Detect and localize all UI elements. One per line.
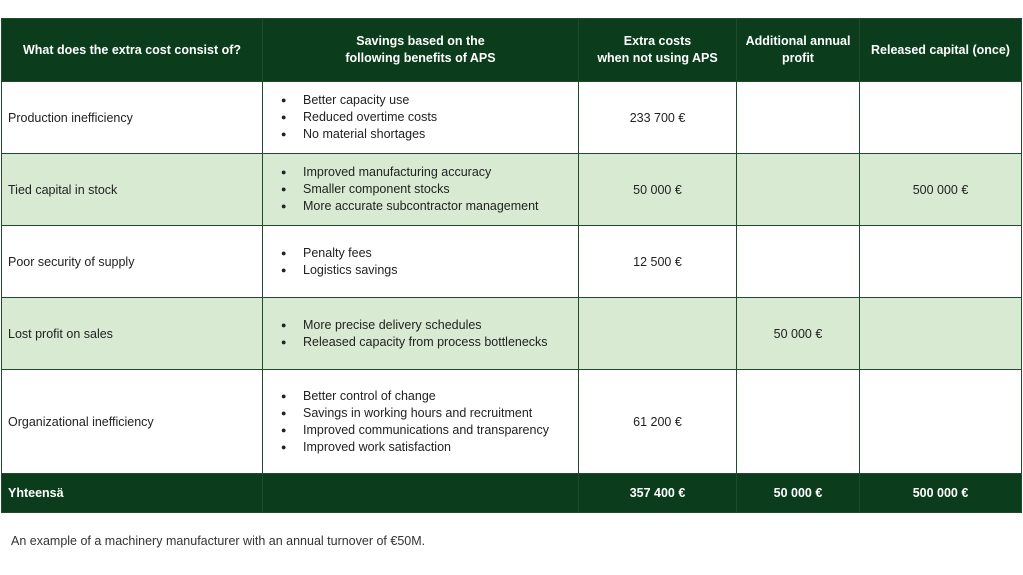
row-additional-profit (737, 370, 860, 474)
row-extra-costs: 12 500 € (579, 226, 737, 298)
benefit-list (269, 92, 572, 143)
row-benefits (263, 370, 579, 474)
header-additional-profit: Additional annual profit (737, 19, 860, 82)
benefit-item: ● Penalty fees (281, 245, 572, 262)
benefit-item: ● More precise delivery schedules (281, 317, 572, 334)
benefit-item: ● Reduced overtime costs (281, 109, 572, 126)
benefit-item: ● Better control of change (281, 388, 572, 405)
cost-table (1, 18, 1022, 513)
row-category: Production inefficiency (2, 82, 263, 154)
total-released-capital: 500 000 € (860, 474, 1022, 513)
table-caption: An example of a machinery manufacturer with an annual turnover of €50M. (11, 534, 426, 548)
row-extra-costs: 61 200 € (579, 370, 737, 474)
header-row (2, 19, 1022, 82)
row-benefits (263, 154, 579, 226)
row-additional-profit (737, 82, 860, 154)
benefit-item: ● Released capacity from process bottlenecks (281, 334, 572, 351)
row-benefits (263, 82, 579, 154)
row-benefits (263, 226, 579, 298)
benefit-item: ● Improved manufacturing accuracy (281, 164, 572, 181)
row-released-capital (860, 370, 1022, 474)
total-additional-profit: 50 000 € (737, 474, 860, 513)
row-additional-profit (737, 226, 860, 298)
row-released-capital: 500 000 € (860, 154, 1022, 226)
benefit-item: ● Improved communications and transparency (281, 422, 572, 439)
table-row (2, 154, 1022, 226)
row-released-capital (860, 298, 1022, 370)
row-extra-costs: 233 700 € (579, 82, 737, 154)
benefit-item: ● No material shortages (281, 126, 572, 143)
benefit-list (269, 245, 572, 279)
benefit-item: ● Logistics savings (281, 262, 572, 279)
table-row (2, 82, 1022, 154)
table-row (2, 298, 1022, 370)
row-extra-costs: 50 000 € (579, 154, 737, 226)
row-extra-costs (579, 298, 737, 370)
header-released-capital: Released capital (once) (860, 19, 1022, 82)
benefit-item: ● More accurate subcontractor management (281, 198, 572, 215)
benefit-item: ● Better capacity use (281, 92, 572, 109)
header-benefits: Savings based on the following benefits of APS (263, 19, 579, 82)
benefit-list (269, 164, 572, 215)
row-benefits (263, 298, 579, 370)
benefit-list (269, 317, 572, 351)
row-released-capital (860, 226, 1022, 298)
row-additional-profit (737, 154, 860, 226)
total-row (2, 474, 1022, 513)
table-row (2, 226, 1022, 298)
table-row (2, 370, 1022, 474)
total-extra-costs: 357 400 € (579, 474, 737, 513)
header-category: What does the extra cost consist of? (2, 19, 263, 82)
row-category: Lost profit on sales (2, 298, 263, 370)
benefit-item: ● Savings in working hours and recruitment (281, 405, 572, 422)
row-released-capital (860, 82, 1022, 154)
row-category: Poor security of supply (2, 226, 263, 298)
row-additional-profit: 50 000 € (737, 298, 860, 370)
total-benefits (263, 474, 579, 513)
benefit-item: ● Improved work satisfaction (281, 439, 572, 456)
benefit-list (269, 388, 572, 456)
total-label: Yhteensä (2, 474, 263, 513)
benefit-item: ● Smaller component stocks (281, 181, 572, 198)
row-category: Tied capital in stock (2, 154, 263, 226)
header-extra-costs: Extra costs when not using APS (579, 19, 737, 82)
row-category: Organizational inefficiency (2, 370, 263, 474)
